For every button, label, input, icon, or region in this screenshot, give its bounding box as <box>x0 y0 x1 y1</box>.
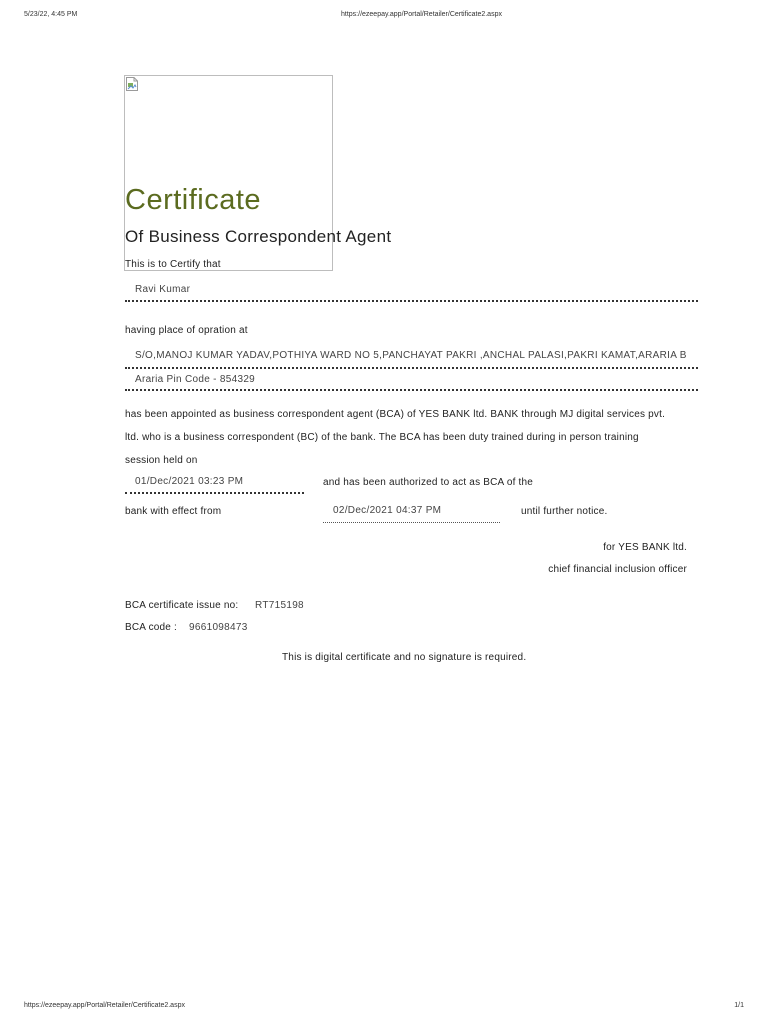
appointment-line-3: session held on <box>125 455 198 466</box>
address-line-2-underline <box>125 389 698 391</box>
footer-page-number: 1/1 <box>734 1002 744 1009</box>
address-line-2: Araria Pin Code - 854329 <box>135 374 256 385</box>
appointment-line-1: has been appointed as business correspondent agent (BCA) of YES BANK ltd. BANK through MJ digital services pvt. <box>125 409 666 420</box>
issue-no-label: BCA certificate issue no: <box>125 600 239 611</box>
training-date-underline <box>125 492 304 494</box>
effect-date: 02/Dec/2021 04:37 PM <box>333 505 442 516</box>
address-line-1-underline <box>125 367 698 369</box>
agent-name-underline <box>125 300 698 302</box>
print-url: https://ezeepay.app/Portal/Retailer/Certificate2.aspx <box>341 11 502 18</box>
address-line-1: S/O,MANOJ KUMAR YADAV,POTHIYA WARD NO 5,PANCHAYAT PAKRI ,ANCHAL PALASI,PAKRI KAMAT,ARARIA B <box>135 350 687 361</box>
certificate-title: Certificate <box>125 184 262 216</box>
effect-label: bank with effect from <box>125 506 222 517</box>
until-text: until further notice. <box>521 506 608 517</box>
officer-title: chief financial inclusion officer <box>548 564 687 575</box>
training-date: 01/Dec/2021 03:23 PM <box>135 476 244 487</box>
authorized-text: and has been authorized to act as BCA of the <box>323 477 534 488</box>
certify-intro: This is to Certify that <box>125 259 221 270</box>
broken-image-icon <box>126 77 138 91</box>
effect-date-underline <box>323 522 500 523</box>
appointment-line-2: ltd. who is a business correspondent (BC) of the bank. The BCA has been duty trained during in person training <box>125 432 639 443</box>
bca-code-label: BCA code : <box>125 622 178 633</box>
issue-no-value: RT715198 <box>255 600 304 611</box>
for-bank: for YES BANK ltd. <box>603 542 687 553</box>
bca-code-value: 9661098473 <box>189 622 248 633</box>
agent-name: Ravi Kumar <box>135 284 191 295</box>
place-label: having place of opration at <box>125 325 248 336</box>
digital-note: This is digital certificate and no signature is required. <box>282 652 527 663</box>
certificate-subtitle: Of Business Correspondent Agent <box>125 227 392 246</box>
print-date-time: 5/23/22, 4:45 PM <box>24 11 78 18</box>
footer-url: https://ezeepay.app/Portal/Retailer/Certificate2.aspx <box>24 1002 185 1009</box>
